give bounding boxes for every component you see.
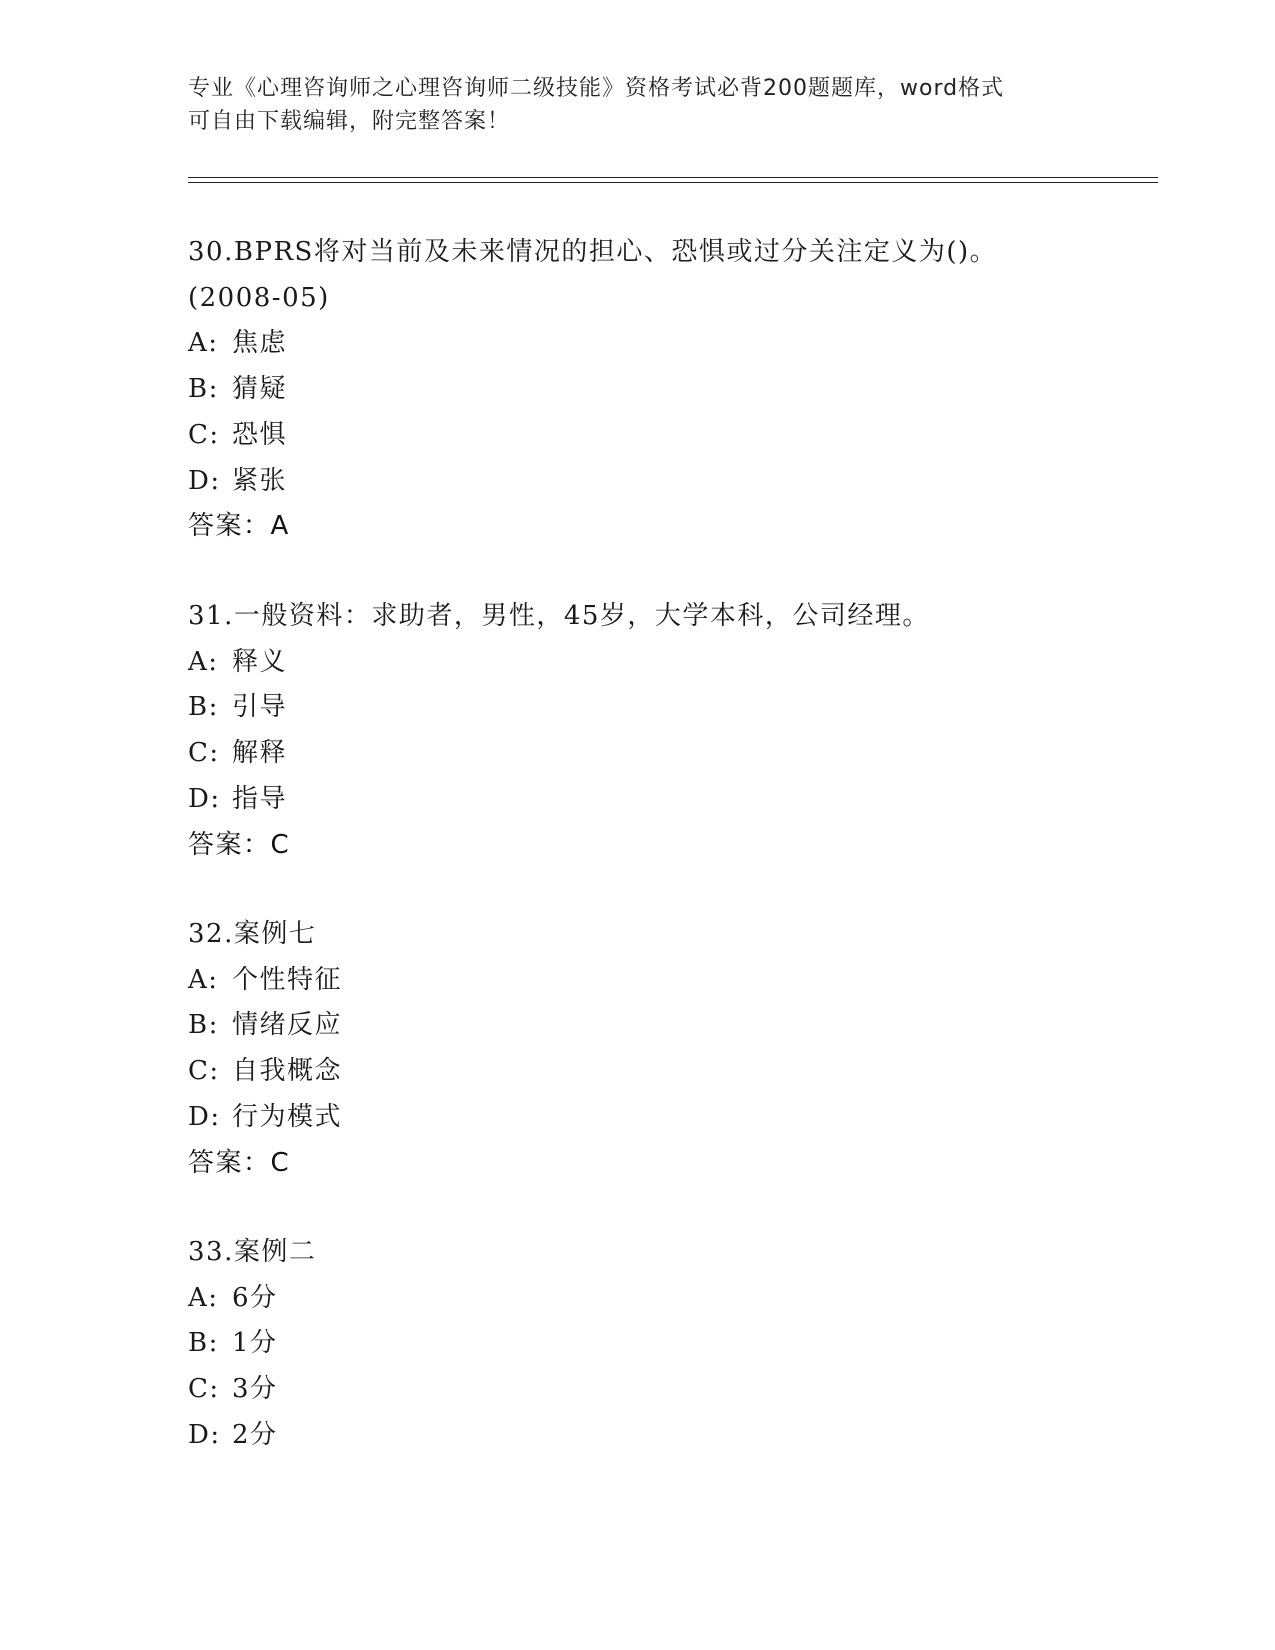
option-letter: C:: [188, 1374, 220, 1405]
option-letter: A:: [188, 964, 219, 995]
option-letter: A:: [188, 646, 219, 677]
option-letter: A:: [188, 1282, 219, 1313]
option-d: [188, 1095, 1148, 1141]
answer-line: 答案：C: [188, 1147, 291, 1178]
option-text: 行为模式: [232, 1101, 343, 1132]
option-b: [188, 685, 1148, 731]
option-b: [188, 367, 1148, 413]
option-a: [188, 1276, 1148, 1322]
question-stem-note: (2008-05): [188, 282, 330, 313]
option-d: [188, 1413, 1148, 1459]
option-letter: B:: [188, 1328, 219, 1359]
header-divider-bottom: [188, 182, 1158, 183]
option-text: 个性特征: [232, 964, 343, 995]
question-32: [188, 912, 1148, 1186]
option-text: 自我概念: [232, 1056, 343, 1087]
document-header: [188, 72, 1088, 138]
option-text: 指导: [232, 783, 288, 814]
option-a: [188, 321, 1148, 367]
option-c: [188, 731, 1148, 777]
option-letter: D:: [188, 1101, 221, 1132]
option-text: 2分: [232, 1419, 278, 1450]
option-b: [188, 1321, 1148, 1367]
option-text: 情绪反应: [232, 1010, 343, 1041]
question-33: [188, 1230, 1148, 1459]
option-c: [188, 413, 1148, 459]
header-divider-top: [188, 177, 1158, 178]
option-letter: B:: [188, 374, 219, 405]
header-line-2: 可自由下载编辑，附完整答案！: [188, 109, 511, 134]
answer-line: 答案：A: [188, 511, 290, 542]
option-letter: D:: [188, 1419, 221, 1450]
question-stem: 31.一般资料：求助者，男性，45岁，大学本科，公司经理。: [188, 601, 930, 631]
option-b: [188, 1003, 1148, 1049]
option-text: 焦虑: [232, 328, 288, 359]
answer-line: 答案：C: [188, 829, 291, 860]
question-31: [188, 594, 1148, 868]
option-letter: A:: [188, 328, 219, 359]
option-letter: C:: [188, 738, 220, 769]
question-stem: 30.BPRS将对当前及未来情况的担心、恐惧或过分关注定义为()。: [188, 237, 998, 267]
option-letter: D:: [188, 783, 221, 814]
question-30: [188, 230, 1148, 550]
question-stem: 32.案例七: [188, 919, 317, 949]
option-letter: B:: [188, 1010, 219, 1041]
question-stem: 33.案例二: [188, 1237, 317, 1267]
option-letter: C:: [188, 1056, 220, 1087]
option-text: 紧张: [232, 465, 288, 496]
option-letter: D:: [188, 465, 221, 496]
option-a: [188, 640, 1148, 686]
header-line-1: 专业《心理咨询师之心理咨询师二级技能》资格考试必背200题题库，word格式: [188, 76, 1005, 101]
option-text: 解释: [232, 738, 288, 769]
option-a: [188, 958, 1148, 1004]
option-d: [188, 777, 1148, 823]
option-text: 恐惧: [232, 419, 288, 450]
option-text: 6分: [232, 1282, 278, 1313]
option-d: [188, 459, 1148, 505]
option-c: [188, 1367, 1148, 1413]
option-text: 释义: [232, 646, 288, 677]
option-letter: B:: [188, 692, 219, 723]
option-c: [188, 1049, 1148, 1095]
option-text: 引导: [232, 692, 288, 723]
option-text: 3分: [232, 1374, 278, 1405]
option-text: 猜疑: [232, 374, 288, 405]
option-text: 1分: [232, 1328, 278, 1359]
option-letter: C:: [188, 419, 220, 450]
